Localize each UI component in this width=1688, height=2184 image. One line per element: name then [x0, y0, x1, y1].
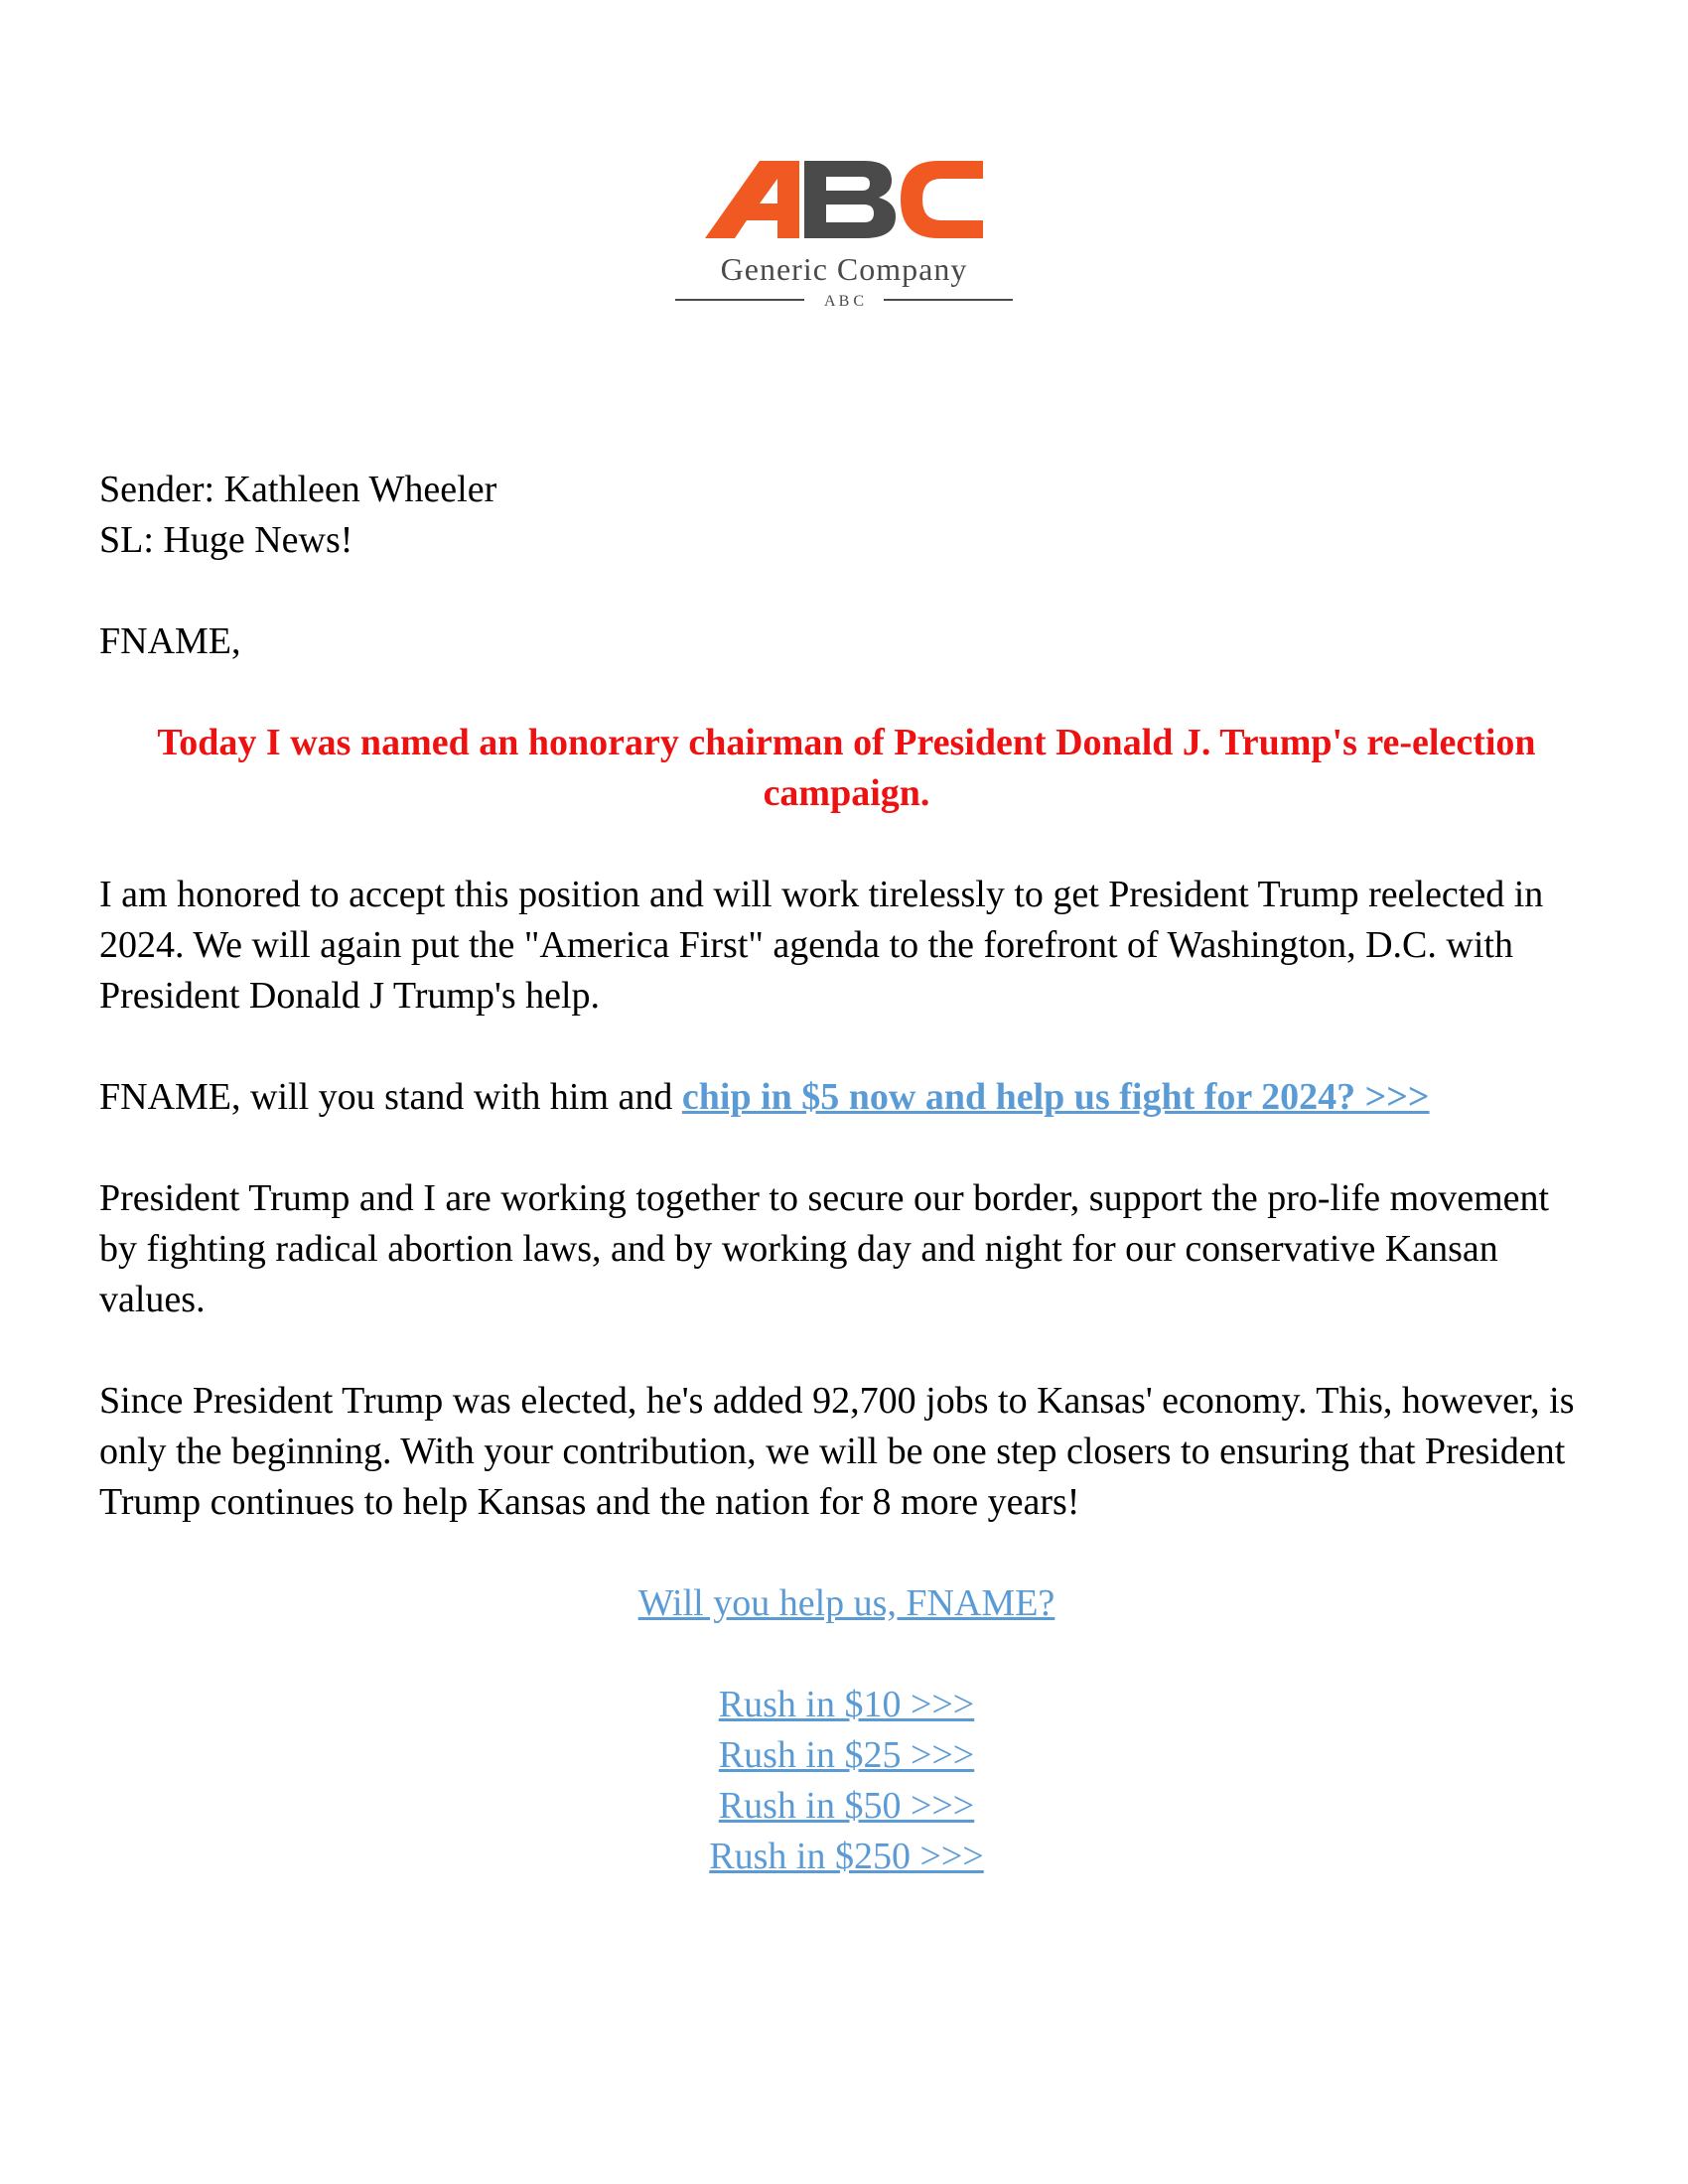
paragraph-values: President Trump and I are working together to secure our border, support the pro-life movement by fighting radical abortion laws, and by working day and night for our conservative Kansan values.	[99, 1177, 1550, 1320]
subject-line: SL: Huge News!	[99, 519, 353, 561]
company-name: Generic Company	[720, 251, 968, 287]
donation-links	[99, 1680, 1594, 1882]
rush-50-link[interactable]: Rush in $50 >>>	[718, 1785, 975, 1827]
email-body	[99, 465, 1594, 1882]
rush-25-link[interactable]: Rush in $25 >>>	[718, 1734, 975, 1776]
paragraph-ask	[99, 1072, 1594, 1123]
paragraph-intro: I am honored to accept this position and will work tirelessly to get President Trump reelected in 2024. We will again put the "America First" agenda to the forefront of Washington, D.C. with President Donald J Trump's help.	[99, 874, 1544, 1017]
paragraph-jobs: Since President Trump was elected, he's added 92,700 jobs to Kansas' economy. This, however, is only the beginning. With your contribution, we will be one step closers to ensuring that President Trump continues to help Kansas and the nation for 8 more years!	[99, 1380, 1575, 1523]
sender-line: Sender: Kathleen Wheeler	[99, 469, 497, 510]
company-subtitle: A B C	[823, 293, 865, 310]
greeting: FNAME,	[99, 620, 241, 662]
chip-in-link[interactable]: chip in $5 now and help us fight for 2024? >>>	[681, 1076, 1430, 1118]
help-link-row	[99, 1578, 1594, 1629]
rush-250-link[interactable]: Rush in $250 >>>	[709, 1836, 984, 1877]
company-logo	[665, 149, 1023, 323]
abc-logo-icon	[665, 149, 1023, 323]
rush-10-link[interactable]: Rush in $10 >>>	[718, 1684, 975, 1725]
help-us-link[interactable]: Will you help us, FNAME?	[637, 1582, 1055, 1624]
headline: Today I was named an honorary chairman of President Donald J. Trump's re-election campaign.	[157, 722, 1536, 814]
ask-lead-text: FNAME, will you stand with him and	[99, 1076, 682, 1118]
